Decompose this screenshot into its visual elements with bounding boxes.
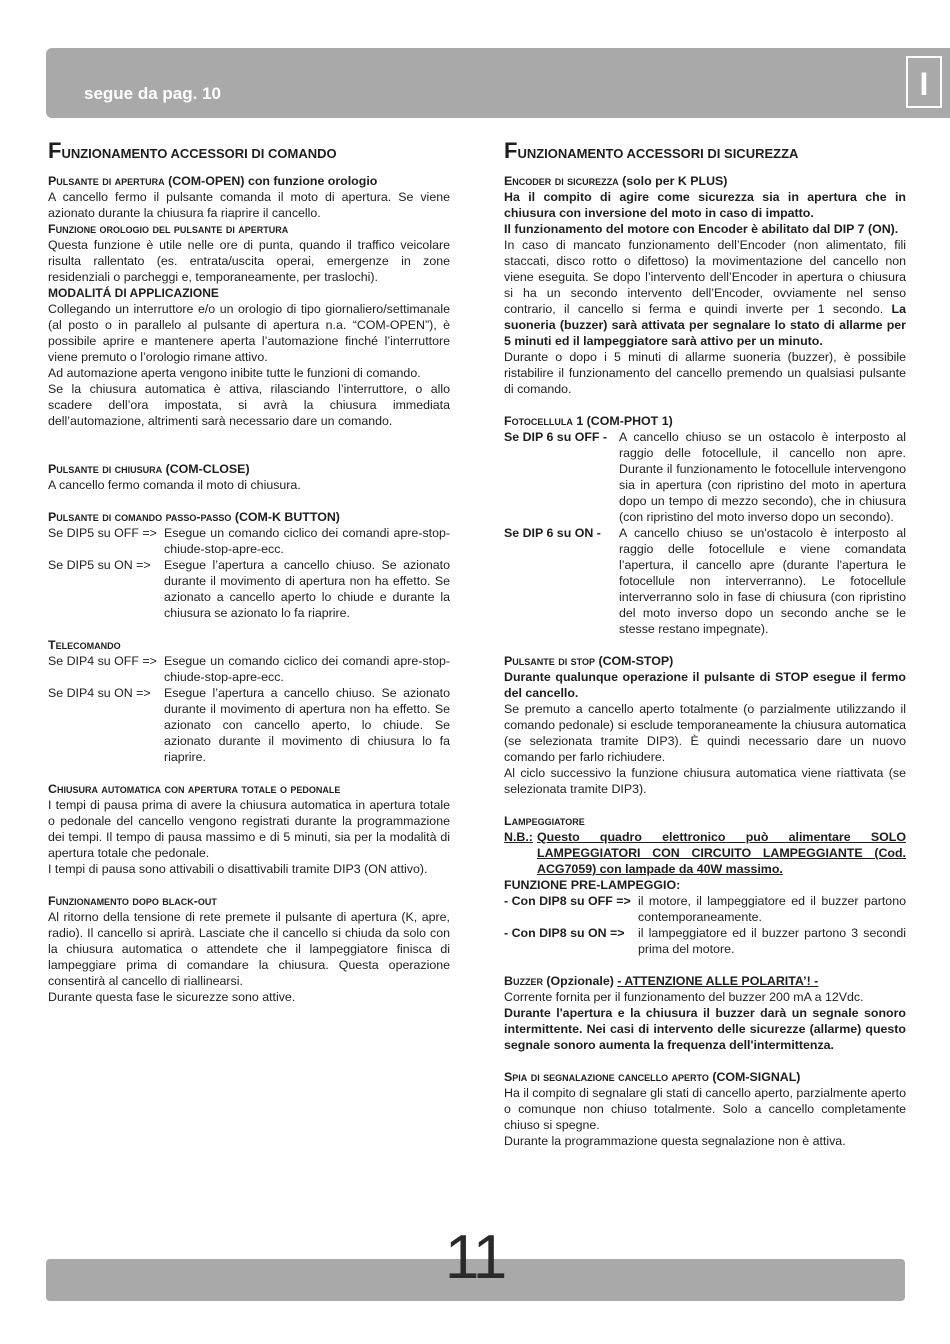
open-button-heading: Pulsante di apertura (COM-OPEN) con funzione orologio	[48, 174, 378, 188]
blackout-text: Al ritorno della tensione di rete premete il pulsante di apertura (K, apre, radio). Il cancello si aprirà. Lasciate che il cancello si chiuda da solo con la chiusura automatica o attendete che il lampeggiatore finisca di lampeggiare prima di comandare la chiusura. Questa operazione consentirà al cancello di riallinearsi.	[48, 910, 450, 988]
auto-close-text: I tempi di pausa prima di avere la chiusura automatica in apertura totale o pedonale del cancello vengono registrati durante la programmazione dei tempi. Il tempo di pausa massimo e di 5 minuti, sia per la modalità di apertura totale che pedonale.	[48, 798, 450, 860]
header-title: segue da pag. 10	[84, 84, 221, 103]
auto-close-heading: Chiusura automatica con apertura totale o pedonale	[48, 782, 341, 796]
mode-text-2: Ad automazione aperta vengono inibite tutte le funzioni di comando.	[48, 366, 421, 380]
remote-heading: Telecomando	[48, 638, 121, 652]
photocell-heading: Fotocellula 1 (COM-PHOT 1)	[504, 414, 673, 428]
signal-text-2: Durante la programmazione questa segnalazione non è attiva.	[504, 1134, 846, 1148]
buzzer-text: Corrente fornita per il funzionamento del buzzer 200 mA a 12Vdc.	[504, 990, 864, 1004]
signal-heading: Spia di segnalazione cancello aperto (COM-SIGNAL)	[504, 1070, 801, 1084]
left-column	[48, 140, 450, 1005]
stop-button-heading: Pulsante di stop (COM-STOP)	[504, 654, 674, 668]
open-button-text: A cancello fermo il pulsante comanda il moto di apertura. Se viene azionato durante la chiusura fa riaprire il cancello.	[48, 190, 450, 220]
signal-text: Ha il compito di segnalare gli stati di cancello aperto, parzialmente aperto o comunque non chiuso totalmente. Solo a cancello completamente chiuso si spegne.	[504, 1086, 906, 1132]
mode-heading: MODALITÁ DI APPLICAZIONE	[48, 286, 219, 300]
stop-text: Se premuto a cancello aperto totalmente (o parzialmente utilizzando il comando pedonale) si esclude temporaneamente la chiusura automatica (se selezionata tramite DIP3). È quindi necessario dare un nuovo comando per farlo richiudere.	[504, 702, 906, 764]
auto-close-text-2: I tempi di pausa sono attivabili o disattivabili tramite DIP3 (ON attivo).	[48, 862, 428, 876]
blackout-text-2: Durante questa fase le sicurezze sono attive.	[48, 990, 296, 1004]
step-button-heading: Pulsante di comando passo-passo (COM-K BUTTON)	[48, 510, 340, 524]
encoder-text: In caso di mancato funzionamento dell’Encoder (non alimentato, fili staccati, disco rotto o difettoso) la movimentazione del cancello non viene eseguita. Se dopo l’intervento dell’Encoder in apertura o chiusura si ha un secondo intervento dell’Encoder, ovviamente nel senso contrario, il cancello si ferma e quindi inverte per 1 secondo. La suoneria (buzzer) sarà attivata per segnalare lo stato di allarme per 5 minuti ed il lampeggiatore sarà attivo per un minuto.	[504, 238, 907, 348]
left-section-title: FUNZIONAMENTO ACCESSORI DI COMANDO	[48, 138, 337, 163]
close-button-text: A cancello fermo comanda il moto di chiusura.	[48, 478, 301, 492]
encoder-text-2: Durante o dopo i 5 minuti di allarme suoneria (buzzer), è possibile ristabilire il funzionamento del cancello premendo un qualsiasi pulsante di comando.	[504, 350, 906, 396]
right-column	[504, 140, 906, 1149]
mode-text-3: Se la chiusura automatica è attiva, rilasciando l’interruttore, o allo scadere dell’ora impostata, si avrà la chiusura immediata dell’automazione, altrimenti sarà necessario dare un comando.	[48, 382, 450, 428]
prelamp-item-off: - Con DIP8 su OFF => il motore, il lampeggiatore ed il buzzer partono contemporaneamente.	[504, 894, 906, 924]
header-bar	[46, 48, 950, 118]
encoder-bold-2: Il funzionamento del motore con Encoder è abilitato dal DIP 7 (ON).	[504, 222, 899, 236]
clock-text: Questa funzione è utile nelle ore di punta, quando il traffico veicolare risulta rallentato (es. entrata/uscita operai, emergenze in zone residenziali o parcheggi e, temporaneamente, per traslochi).	[48, 238, 450, 284]
mode-text: Collegando un interruttore e/o un orologio di tipo giornaliero/settimanale (al posto o in parallelo al pulsante di apertura n.a. “COM-OPEN”), è possibile aprire e mantenere aperta l’automazione finché l’interruttore viene premuto o l’orologio rimane attivo.	[48, 302, 450, 364]
page-number: 11	[444, 1223, 506, 1292]
lamp-heading: Lampeggiatore	[504, 814, 585, 828]
buzzer-heading: Buzzer (Opzionale) - ATTENZIONE ALLE POLARITA’! -	[504, 974, 819, 988]
photocell-item-off: Se DIP 6 su OFF - A cancello chiuso se un ostacolo è interposto al raggio delle fotocellule, il cancello non apre. Durante il funzionamento le fotocellule intervengono sia in apertura (con ripristino del moto in apertura dopo un tempo di mezzo secondo), che in chiusura (con ripristino del moto inverso dopo un secondo).	[504, 430, 906, 524]
blackout-heading: Funzionamento dopo black-out	[48, 894, 217, 908]
prelamp-item-on: - Con DIP8 su ON => il lampeggiatore ed il buzzer partono 3 secondi prima del motore.	[504, 926, 906, 956]
stop-bold: Durante qualunque operazione il pulsante di STOP esegue il fermo del cancello.	[504, 670, 906, 700]
buzzer-bold: Durante l'apertura e la chiusura il buzzer darà un segnale sonoro intermittente. Nei casi di intervento delle sicurezze (allarme) questo segnale sonoro aumenta la frequenza dell'intermittenza.	[504, 1006, 906, 1052]
step-item-on: Se DIP5 su ON => Esegue l’apertura a cancello chiuso. Se azionato durante il movimento di apertura non ha effetto. Se azionato a cancello aperto lo chiude e durante la chiusura se azionato lo fa riaprire.	[48, 558, 450, 620]
lamp-note: N.B.: Questo quadro elettronico può alimentare SOLO LAMPEGGIATORI CON CIRCUITO LAMPEGGIANTE (Cod. ACG7059) con lampade da 40W massimo.	[504, 830, 906, 876]
right-section-title: FUNZIONAMENTO ACCESSORI DI SICUREZZA	[504, 138, 799, 163]
encoder-heading: Encoder di sicurezza (solo per K PLUS)	[504, 174, 728, 188]
close-button-heading: Pulsante di chiusura (COM-CLOSE)	[48, 462, 250, 476]
prelamp-heading: FUNZIONE PRE-LAMPEGGIO:	[504, 878, 681, 892]
step-item-off: Se DIP5 su OFF => Esegue un comando ciclico dei comandi apre-stop-chiude-stop-apre-ecc.	[48, 526, 450, 556]
remote-item-on: Se DIP4 su ON => Esegue l’apertura a cancello chiuso. Se azionato durante il movimento di apertura non ha effetto. Se azionato con cancello aperto, lo chiude. Se azionato durante il movimento di chiusura lo fa riaprire.	[48, 686, 450, 764]
language-badge: I	[906, 56, 942, 108]
clock-heading: Funzione orologio del pulsante di apertura	[48, 222, 289, 236]
remote-item-off: Se DIP4 su OFF => Esegue un comando ciclico dei comandi apre-stop-chiude-stop-apre-ecc.	[48, 654, 450, 684]
encoder-bold-1: Ha il compito di agire come sicurezza sia in apertura che in chiusura con inversione del moto in caso di impatto.	[504, 190, 906, 220]
stop-text-2: Al ciclo successivo la funzione chiusura automatica viene riattivata (se selezionata tramite DIP3).	[504, 766, 906, 796]
photocell-item-on: Se DIP 6 su ON - A cancello chiuso se un'ostacolo è interposto al raggio delle fotocellule e viene comandata l’apertura, il cancello apre (durante l'apertura le fotocellule non interverranno). Le fotocellule interverranno solo in fase di chiusura (con ripristino del moto inverso dopo un secondo anche se le stesse restano impegnate).	[504, 526, 906, 636]
